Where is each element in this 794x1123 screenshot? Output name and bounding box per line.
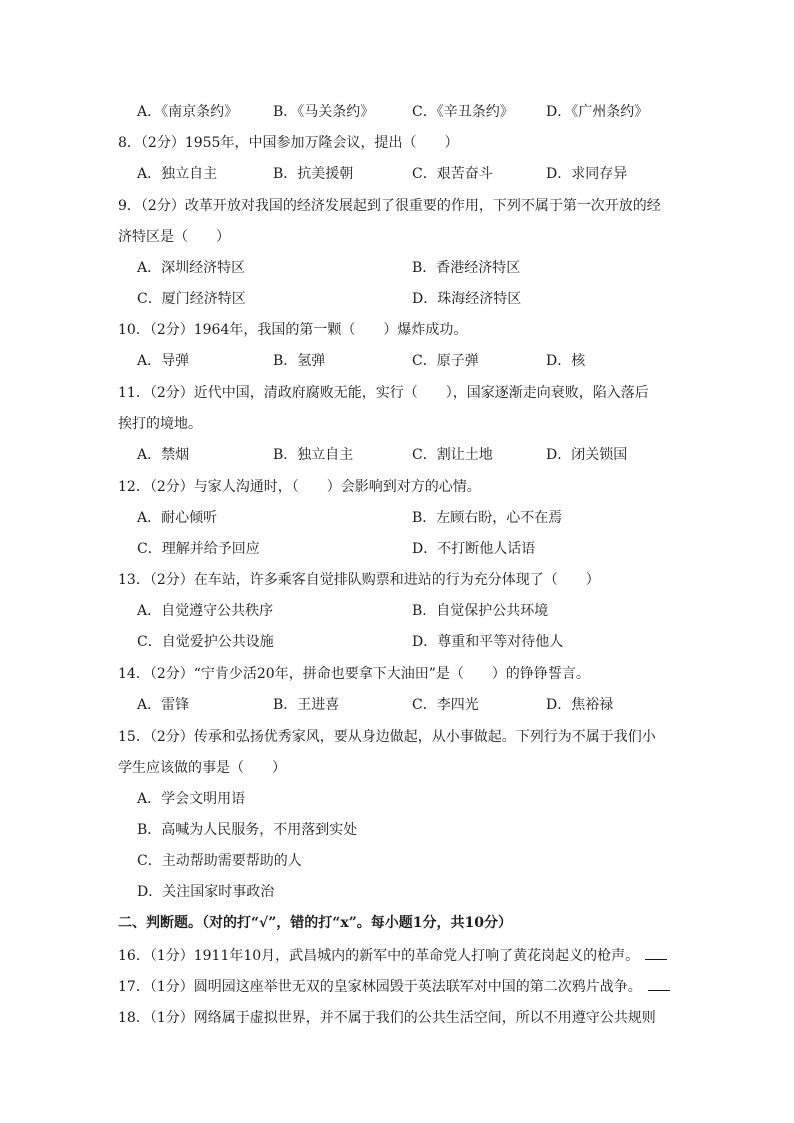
q7-option-c: C．《辛丑条约》	[412, 104, 514, 120]
q10-option-d: D．核	[546, 353, 586, 369]
q11-option-d: D．闭关锁国	[546, 447, 628, 463]
q15-option-b: B．高喊为人民服务，不用落到实处	[137, 822, 358, 838]
q11-option-b: B．独立自主	[273, 447, 354, 463]
q12-option-d: D．不打断他人话语	[412, 541, 536, 557]
q14-option-c: C．李四光	[412, 697, 479, 713]
q7-option-d: D．《广州条约》	[546, 104, 649, 120]
q13-stem: 13．（2分）在车站，许多乘客自觉排队购票和进站的行为充分体现了（ ）	[118, 572, 600, 588]
q10-option-b: B．氢弹	[273, 353, 326, 369]
q7-option-b: B．《马关条约》	[273, 104, 375, 120]
q13-option-a: A．自觉遵守公共秩序	[137, 603, 274, 619]
q13-option-c: C．自觉爱护公共设施	[137, 634, 274, 650]
q13-option-b: B．自觉保护公共环境	[412, 603, 549, 619]
q16-answer-blank[interactable]	[645, 945, 667, 960]
q15-option-a: A．学会文明用语	[137, 791, 246, 807]
q8-option-d: D．求同存异	[546, 166, 628, 182]
q8-option-b: B．抗美援朝	[273, 166, 354, 182]
q8-option-c: C．艰苦奋斗	[412, 166, 493, 182]
q14-stem: 14．（2分）“宁肯少活20年，拼命也要拿下大油田”是（ ）的铮铮誓言。	[118, 666, 590, 682]
q11-stem-line2: 挨打的境地。	[118, 416, 202, 432]
q9-option-a: A．深圳经济特区	[137, 260, 246, 276]
q15-stem-line2: 学生应该做的事是（ ）	[118, 760, 286, 776]
q12-option-c: C．理解并给予回应	[137, 541, 260, 557]
q15-stem-line1: 15．（2分）传承和弘扬优秀家风，要从身边做起，从小事做起。下列行为不属于我们小	[118, 729, 656, 745]
q17-row	[118, 976, 670, 997]
q11-stem-line1: 11．（2分）近代中国，清政府腐败无能，实行（ ），国家逐渐走向衰败，陷入落后	[118, 385, 649, 401]
q7-option-a: A．《南京条约》	[137, 104, 239, 120]
q14-option-d: D．焦裕禄	[546, 697, 614, 713]
q9-option-d: D．珠海经济特区	[412, 291, 522, 307]
q18-stem: 18．（1分）网络属于虚拟世界，并不属于我们的公共生活空间，所以不用遵守公共规则	[118, 1010, 656, 1026]
q9-stem-line1: 9．（2分）改革开放对我国的经济发展起到了很重要的作用，下列不属于第一次开放的经	[118, 198, 661, 214]
q10-option-a: A．导弹	[137, 353, 190, 369]
q17-answer-blank[interactable]	[648, 976, 670, 991]
q9-stem-line2: 济特区是（ ）	[118, 229, 230, 245]
q14-option-b: B．王进喜	[273, 697, 340, 713]
q16-row	[118, 945, 667, 966]
q10-stem: 10．（2分）1964年，我国的第一颗（ ）爆炸成功。	[118, 322, 468, 338]
q14-option-a: A．雷锋	[137, 697, 190, 713]
q12-option-b: B．左顾右盼，心不在焉	[412, 510, 563, 526]
q9-option-c: C．厦门经济特区	[137, 291, 246, 307]
q9-option-b: B．香港经济特区	[412, 260, 521, 276]
q11-option-a: A．禁烟	[137, 447, 190, 463]
q10-option-c: C．原子弹	[412, 353, 479, 369]
q13-option-d: D．尊重和平等对待他人	[412, 634, 564, 650]
q12-stem: 12．（2分）与家人沟通时，（ ）会影响到对方的心情。	[118, 479, 481, 495]
q8-option-a: A．独立自主	[137, 166, 218, 182]
q15-option-d: D．关注国家时事政治	[137, 884, 275, 900]
q8-stem: 8．（2分）1955年，中国参加万隆会议，提出（ ）	[118, 135, 459, 151]
section-title-judgement: 二、判断题。（对的打“√”，错的打“x”。每小题1分，共10分）	[118, 915, 512, 931]
q11-option-c: C．割让土地	[412, 447, 493, 463]
q16-stem: 16．（1分）1911年10月，武昌城内的新军中的革命党人打响了黄花岗起义的枪声。	[118, 948, 640, 964]
q12-option-a: A．耐心倾听	[137, 510, 218, 526]
q15-option-c: C．主动帮助需要帮助的人	[137, 853, 302, 869]
q17-stem: 17．（1分）圆明园这座举世无双的皇家林园毁于英法联军对中国的第二次鸦片战争。	[118, 979, 642, 995]
